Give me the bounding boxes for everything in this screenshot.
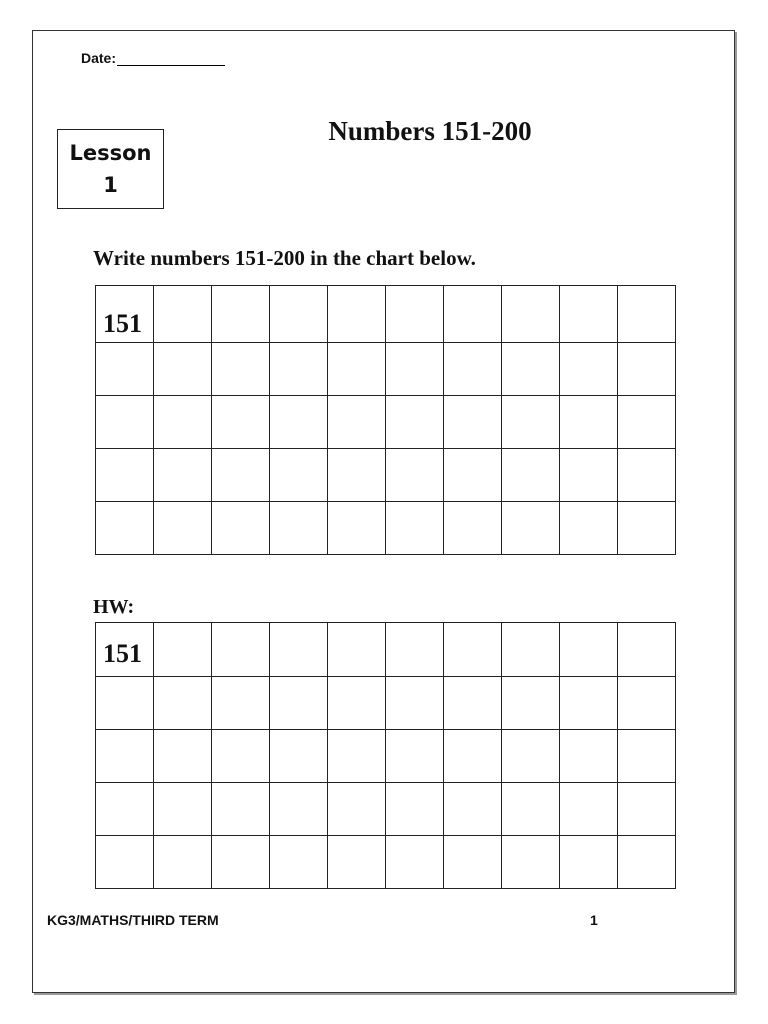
- grid-cell[interactable]: [502, 343, 560, 396]
- grid-cell[interactable]: [560, 449, 618, 502]
- grid-cell[interactable]: [96, 449, 154, 502]
- grid-cell[interactable]: [386, 836, 444, 889]
- grid-cell[interactable]: [560, 783, 618, 836]
- grid-cell[interactable]: [444, 449, 502, 502]
- grid-cell[interactable]: [212, 623, 270, 677]
- grid-cell[interactable]: [618, 783, 676, 836]
- grid-cell[interactable]: [270, 677, 328, 730]
- grid-cell[interactable]: [212, 286, 270, 343]
- grid-cell[interactable]: [502, 286, 560, 343]
- grid-cell[interactable]: [618, 449, 676, 502]
- date-label: Date:: [81, 50, 117, 66]
- grid-cell[interactable]: [328, 836, 386, 889]
- grid-cell[interactable]: [502, 783, 560, 836]
- grid-cell[interactable]: [154, 396, 212, 449]
- grid-cell[interactable]: [328, 396, 386, 449]
- grid-cell[interactable]: [270, 730, 328, 783]
- grid-cell[interactable]: [444, 623, 502, 677]
- grid-cell[interactable]: [502, 730, 560, 783]
- grid-cell[interactable]: [444, 730, 502, 783]
- lesson-number: 1: [103, 173, 118, 197]
- grid-cell[interactable]: [444, 677, 502, 730]
- grid-cell[interactable]: [212, 836, 270, 889]
- grid-cell[interactable]: [328, 286, 386, 343]
- grid-cell[interactable]: [328, 623, 386, 677]
- grid-cell[interactable]: [618, 677, 676, 730]
- grid-cell[interactable]: [444, 396, 502, 449]
- lesson-word: Lesson: [69, 141, 152, 165]
- grid-row: [96, 836, 676, 889]
- grid-cell[interactable]: [386, 286, 444, 343]
- grid-cell[interactable]: [154, 783, 212, 836]
- grid-cell-first[interactable]: 151: [96, 623, 154, 677]
- grid-cell[interactable]: [560, 623, 618, 677]
- lesson-box: [57, 129, 164, 209]
- grid-cell[interactable]: [444, 343, 502, 396]
- grid-cell[interactable]: [386, 449, 444, 502]
- grid-row: [96, 502, 676, 555]
- grid-cell[interactable]: [96, 836, 154, 889]
- grid-cell[interactable]: [154, 836, 212, 889]
- grid-cell[interactable]: [560, 730, 618, 783]
- grid-cell[interactable]: [212, 677, 270, 730]
- grid-cell[interactable]: [328, 677, 386, 730]
- homework-chart-grid: [95, 622, 676, 889]
- footer-course: KG3/MATHS/THIRD TERM: [47, 912, 219, 928]
- grid-cell[interactable]: [444, 286, 502, 343]
- grid-cell[interactable]: [96, 502, 154, 555]
- grid-cell[interactable]: [212, 783, 270, 836]
- grid-cell[interactable]: [502, 449, 560, 502]
- grid-cell[interactable]: [502, 677, 560, 730]
- grid-cell[interactable]: [270, 836, 328, 889]
- grid-row: [96, 730, 676, 783]
- grid-cell[interactable]: [502, 502, 560, 555]
- grid-cell[interactable]: [328, 343, 386, 396]
- grid-cell[interactable]: [386, 396, 444, 449]
- grid-cell[interactable]: [328, 783, 386, 836]
- grid-cell[interactable]: [386, 677, 444, 730]
- grid-cell[interactable]: [270, 343, 328, 396]
- grid-cell[interactable]: [212, 730, 270, 783]
- grid-cell[interactable]: [270, 623, 328, 677]
- grid-cell[interactable]: [386, 343, 444, 396]
- grid-row: [96, 783, 676, 836]
- grid-cell[interactable]: [386, 783, 444, 836]
- grid-cell[interactable]: [96, 396, 154, 449]
- footer-page-number: 1: [590, 912, 598, 928]
- grid-cell[interactable]: [560, 836, 618, 889]
- grid-cell[interactable]: [270, 783, 328, 836]
- grid-cell[interactable]: [618, 502, 676, 555]
- grid-cell[interactable]: [386, 502, 444, 555]
- grid-cell[interactable]: [502, 836, 560, 889]
- grid-cell[interactable]: [270, 396, 328, 449]
- grid-cell[interactable]: [444, 836, 502, 889]
- grid-cell[interactable]: [618, 730, 676, 783]
- number-chart-grid: [95, 285, 676, 555]
- grid-cell[interactable]: [154, 502, 212, 555]
- grid-cell[interactable]: [212, 502, 270, 555]
- grid-cell[interactable]: [96, 730, 154, 783]
- grid-cell[interactable]: [270, 449, 328, 502]
- grid-row: [96, 623, 676, 677]
- grid-cell[interactable]: [270, 502, 328, 555]
- grid-cell[interactable]: [328, 730, 386, 783]
- grid-cell[interactable]: [560, 677, 618, 730]
- grid-cell[interactable]: [560, 396, 618, 449]
- date-blank-line[interactable]: [117, 51, 225, 66]
- grid-row: [96, 449, 676, 502]
- grid-cell[interactable]: [618, 286, 676, 343]
- grid-cell[interactable]: [560, 502, 618, 555]
- grid-cell[interactable]: [618, 396, 676, 449]
- grid-cell[interactable]: [560, 286, 618, 343]
- date-field: [81, 50, 225, 66]
- grid-cell[interactable]: [154, 677, 212, 730]
- homework-label: HW:: [93, 596, 135, 618]
- grid-cell[interactable]: [502, 623, 560, 677]
- grid-cell-first[interactable]: 151: [96, 286, 154, 343]
- grid-cell[interactable]: [212, 396, 270, 449]
- grid-cell[interactable]: [560, 343, 618, 396]
- grid-cell[interactable]: [328, 449, 386, 502]
- grid-cell[interactable]: [328, 502, 386, 555]
- grid-cell[interactable]: [154, 623, 212, 677]
- grid-cell[interactable]: [386, 730, 444, 783]
- grid-row: [96, 343, 676, 396]
- grid-row: [96, 677, 676, 730]
- grid-cell[interactable]: [212, 343, 270, 396]
- grid-cell[interactable]: [618, 623, 676, 677]
- grid-cell[interactable]: [444, 502, 502, 555]
- grid-cell[interactable]: [154, 730, 212, 783]
- grid-cell[interactable]: [96, 677, 154, 730]
- grid-cell[interactable]: [96, 343, 154, 396]
- grid-cell[interactable]: [270, 286, 328, 343]
- grid-cell[interactable]: [154, 449, 212, 502]
- grid-cell[interactable]: [618, 343, 676, 396]
- page-title: Numbers 151-200: [328, 116, 532, 146]
- grid-cell[interactable]: [618, 836, 676, 889]
- grid-row: [96, 286, 676, 343]
- grid-cell[interactable]: [502, 396, 560, 449]
- grid-cell[interactable]: [154, 343, 212, 396]
- grid-cell[interactable]: [444, 783, 502, 836]
- grid-cell[interactable]: [96, 783, 154, 836]
- grid-row: [96, 396, 676, 449]
- grid-cell[interactable]: [386, 623, 444, 677]
- grid-cell[interactable]: [154, 286, 212, 343]
- grid-cell[interactable]: [212, 449, 270, 502]
- instruction-text: Write numbers 151-200 in the chart below.: [93, 246, 476, 270]
